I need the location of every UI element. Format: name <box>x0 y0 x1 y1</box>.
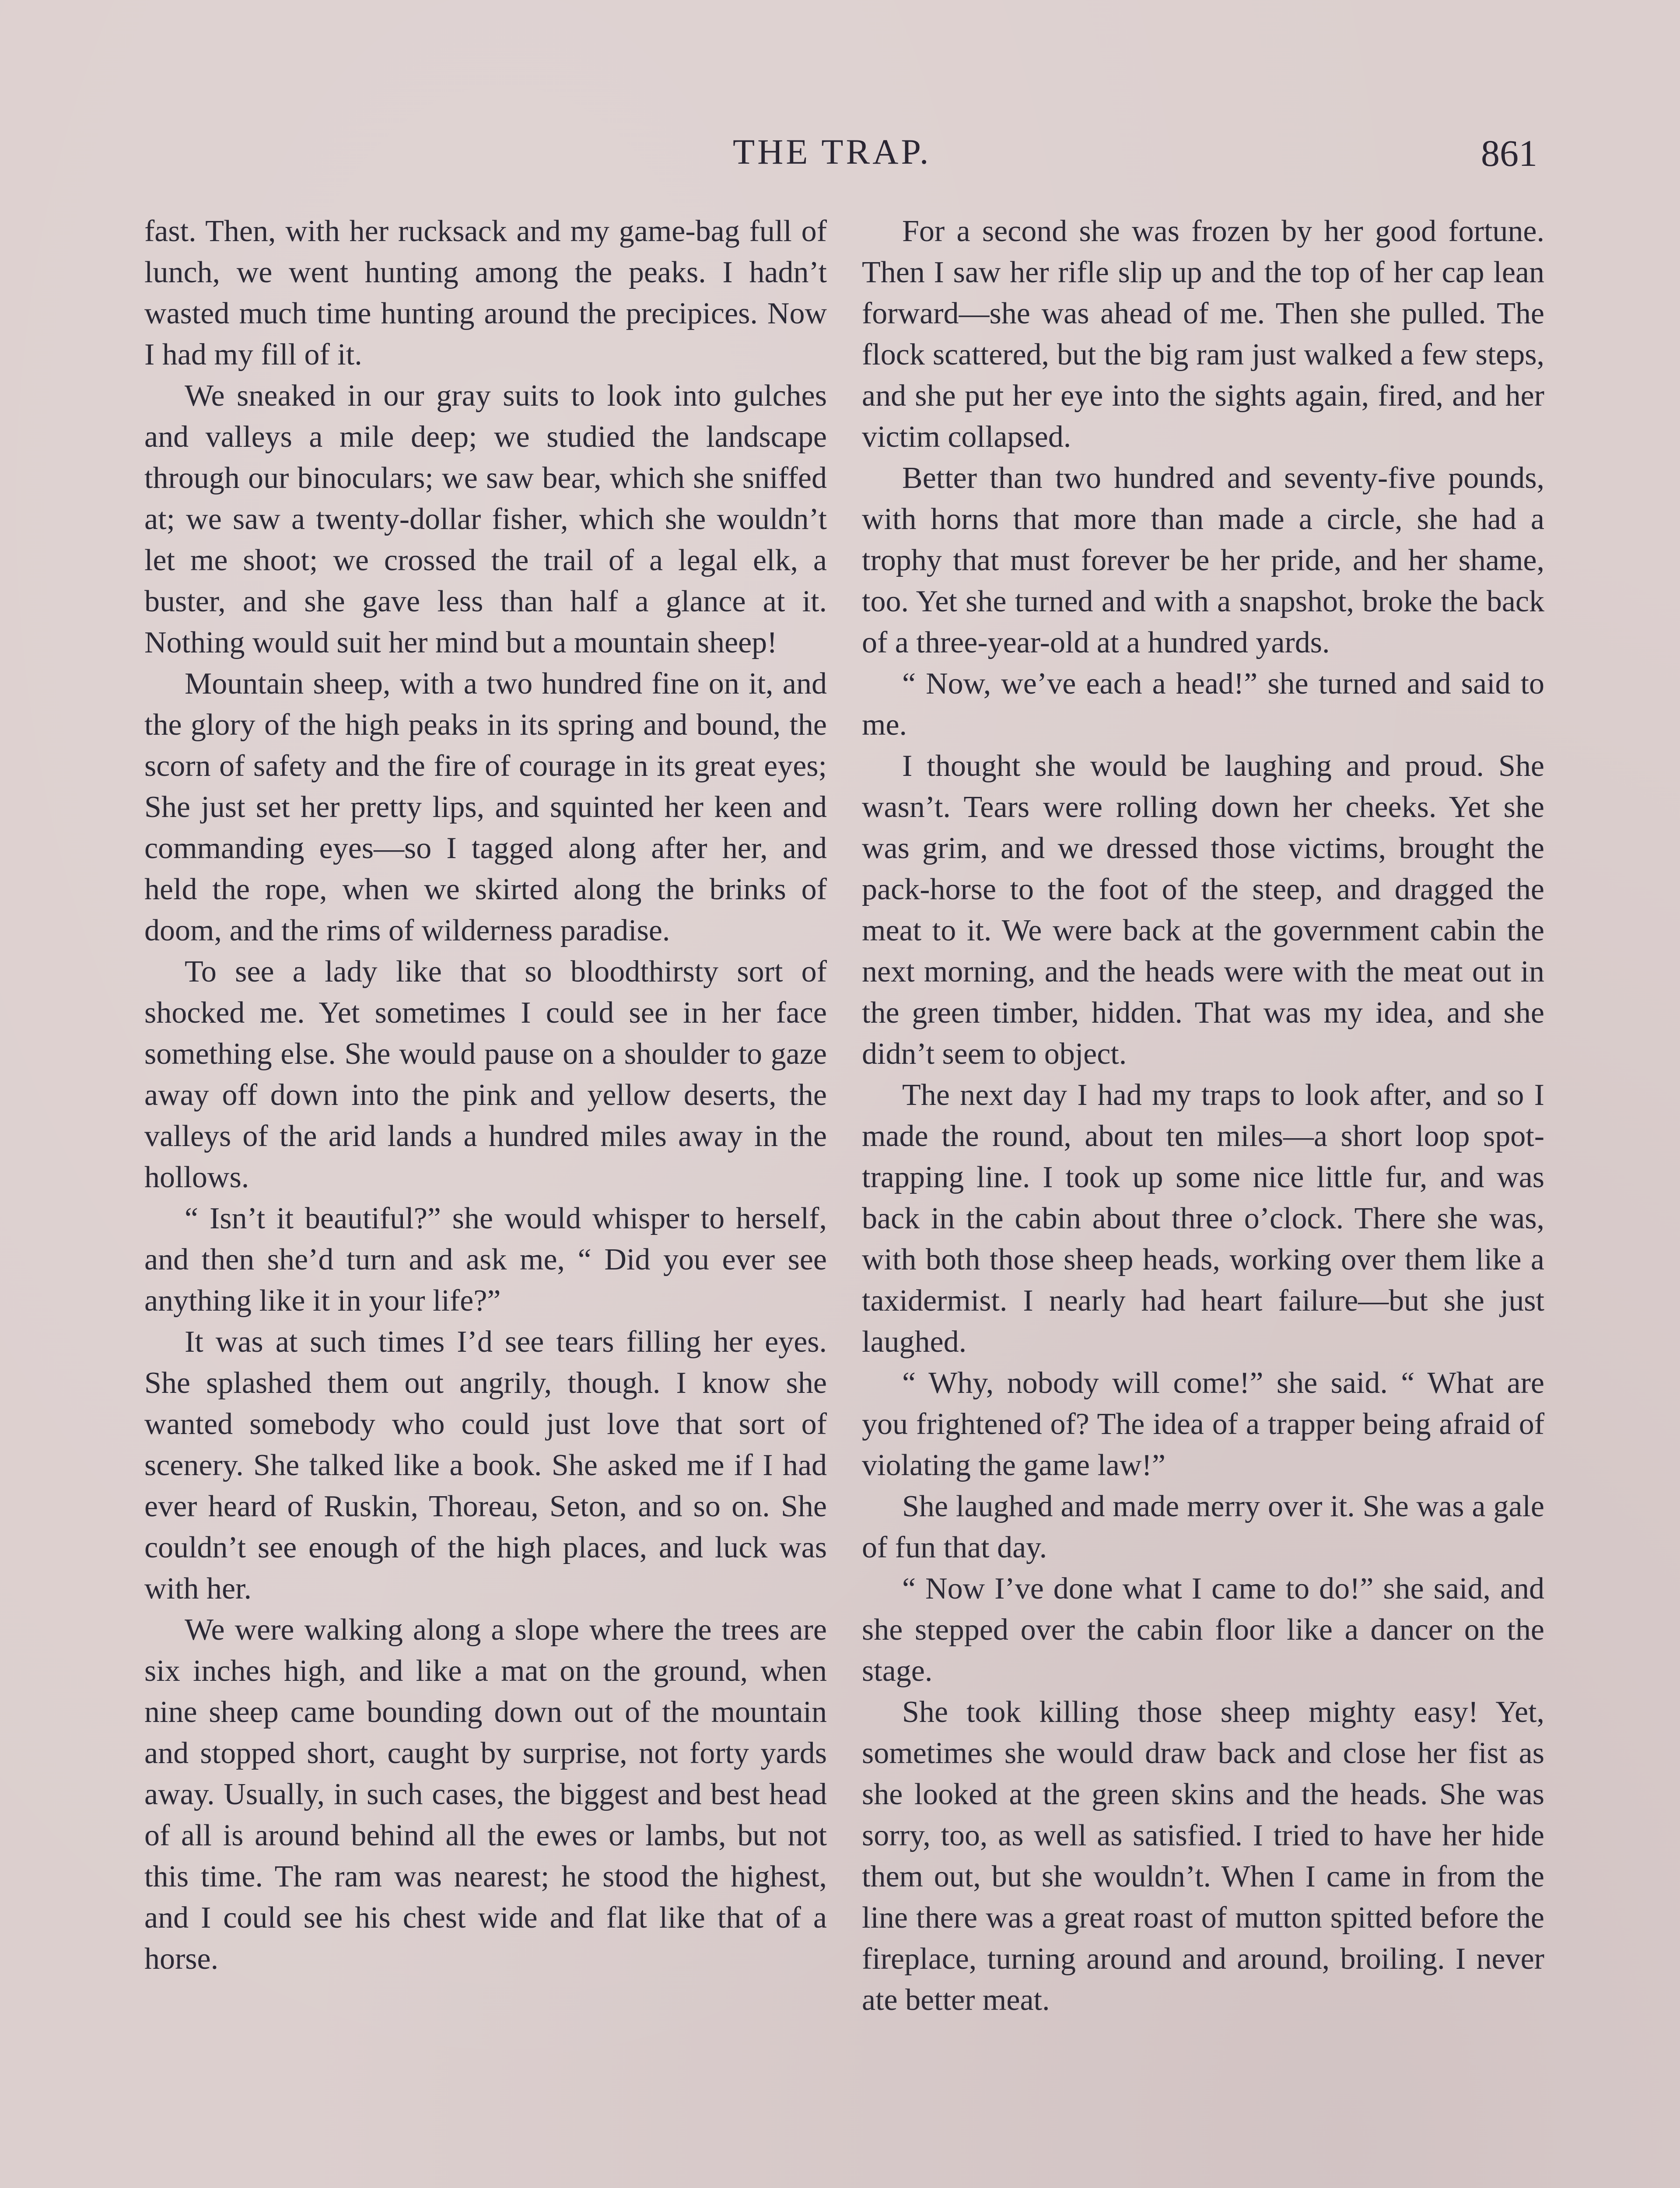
paragraph: “ Isn’t it beautiful?” she would whisper to herself, and then she’d turn and ask me, “ Did you ever see anything like it in your life?” <box>144 1202 827 1318</box>
left-column <box>144 211 827 1980</box>
paragraph: “ Now, we’ve each a head!” she turned and said to me. <box>862 667 1544 742</box>
page-number: 861 <box>1481 132 1537 174</box>
running-title: THE TRAP. <box>733 132 931 172</box>
paragraph: She took killing those sheep mighty easy! Yet, sometimes she would draw back and close her fist as she looked at the green skins and the heads. She was sorry, too, as well as satisfied. I tried to have her hide them out, but she wouldn’t. When I came in from the line there was a great roast of mutton spitted before the fireplace, turning around and around, broiling. I never ate better meat. <box>862 1695 1544 2017</box>
right-column <box>862 211 1544 2021</box>
paragraph: fast. Then, with her rucksack and my game-bag full of lunch, we went hunting among the peaks. I hadn’t wasted much time hunting around the precipices. Now I had my fill of it. <box>144 214 827 372</box>
paragraph: “ Now I’ve done what I came to do!” she said, and she stepped over the cabin floor like a dancer on the stage. <box>862 1572 1544 1688</box>
paragraph: We were walking along a slope where the trees are six inches high, and like a mat on the ground, when nine sheep came bounding down out of the mountain and stopped short, caught by surprise, not forty yards away. Usually, in such cases, the biggest and best head of all is around behind all the ewes or lambs, but not this time. The ram was nearest; he stood the highest, and I could see his chest wide and flat like that of a horse. <box>144 1613 827 1976</box>
paragraph: We sneaked in our gray suits to look into gulches and valleys a mile deep; we studied the landscape through our binoculars; we saw bear, which she sniffed at; we saw a twenty-dollar fisher, which she wouldn’t let me shoot; we crossed the trail of a legal elk, a buster, and she gave less than half a glance at it. Nothing would suit her mind but a mountain sheep! <box>144 379 827 659</box>
paragraph: Better than two hundred and seventy-five pounds, with horns that more than made a circle, she had a trophy that must forever be her pride, and her shame, too. Yet she turned and with a snapshot, broke the back of a three-year-old at a hundred yards. <box>862 461 1544 659</box>
paragraph: She laughed and made merry over it. She was a gale of fun that day. <box>862 1490 1544 1564</box>
paragraph: To see a lady like that so bloodthirsty sort of shocked me. Yet sometimes I could see in her face something else. She would pause on a shoulder to gaze away off down into the pink and yellow deserts, the valleys of the arid lands a hundred miles away in the hollows. <box>144 955 827 1194</box>
page-header <box>0 131 1680 184</box>
paragraph: For a second she was frozen by her good fortune. Then I saw her rifle slip up and the top of her cap lean forward—she was ahead of me. Then she pulled. The flock scattered, but the big ram just walked a few steps, and she put her eye into the sights again, fired, and her victim collapsed. <box>862 214 1544 454</box>
paragraph: “ Why, nobody will come!” she said. “ What are you frightened of? The idea of a trapper being afraid of violating the game law!” <box>862 1366 1544 1482</box>
paragraph: It was at such times I’d see tears filling her eyes. She splashed them out angrily, though. I know she wanted somebody who could just love that sort of scenery. She talked like a book. She asked me if I had ever heard of Ruskin, Thoreau, Seton, and so on. She couldn’t see enough of the high places, and luck was with her. <box>144 1325 827 1606</box>
paragraph: The next day I had my traps to look after, and so I made the round, about ten miles—a short loop spot-trapping line. I took up some nice little fur, and was back in the cabin about three o’clock. There she was, with both those sheep heads, working over them like a taxidermist. I nearly had heart failure—but she just laughed. <box>862 1078 1544 1359</box>
paragraph: I thought she would be laughing and proud. She wasn’t. Tears were rolling down her cheeks. Yet she was grim, and we dressed those victims, brought the pack-horse to the foot of the steep, and dragged the meat to it. We were back at the government cabin the next morning, and the heads were with the meat out in the green timber, hidden. That was my idea, and she didn’t seem to object. <box>862 749 1544 1071</box>
paragraph: Mountain sheep, with a two hundred fine on it, and the glory of the high peaks in its spring and bound, the scorn of safety and the fire of courage in its great eyes; She just set her pretty lips, and squinted her keen and commanding eyes—so I tagged along after her, and held the rope, when we skirted along the brinks of doom, and the rims of wilderness paradise. <box>144 667 827 947</box>
